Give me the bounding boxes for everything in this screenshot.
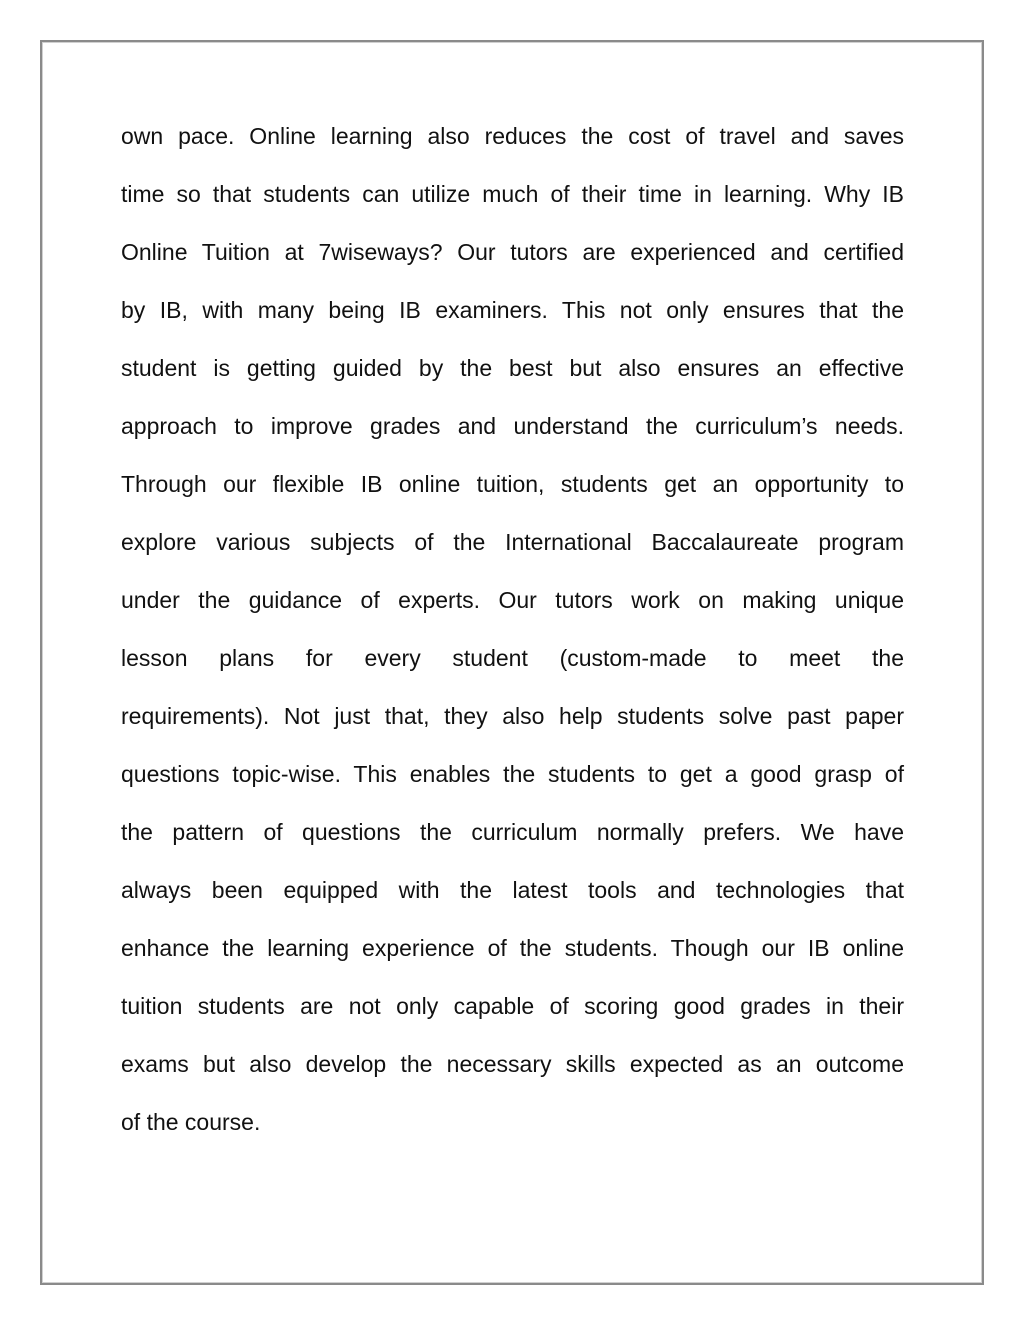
text-line: exams but also develop the necessary skills expected as an outcome [121,1051,904,1077]
text-line: approach to improve grades and understand the curriculum’s needs. [121,413,904,439]
text-line: lesson plans for every student (custom-made to meet the [121,645,904,671]
text-line: Through our flexible IB online tuition, students get an opportunity to [121,471,904,497]
text-line: student is getting guided by the best but also ensures an effective [121,355,904,381]
text-line: under the guidance of experts. Our tutors work on making unique [121,587,904,613]
text-line: questions topic-wise. This enables the students to get a good grasp of [121,761,904,787]
text-line: explore various subjects of the International Baccalaureate program [121,529,904,555]
text-line: requirements). Not just that, they also help students solve past paper [121,703,904,729]
text-line: tuition students are not only capable of scoring good grades in their [121,993,904,1019]
text-line: enhance the learning experience of the students. Though our IB online [121,935,904,961]
text-line: of the course. [121,1109,261,1135]
text-line: Online Tuition at 7wiseways? Our tutors are experienced and certified [121,239,904,265]
text-line: own pace. Online learning also reduces the cost of travel and saves [121,123,904,149]
text-line: always been equipped with the latest tools and technologies that [121,877,904,903]
text-line: time so that students can utilize much of their time in learning. Why IB [121,181,904,207]
body-paragraph [121,114,904,1158]
text-line: the pattern of questions the curriculum normally prefers. We have [121,819,904,845]
text-line: by IB, with many being IB examiners. This not only ensures that the [121,297,904,323]
